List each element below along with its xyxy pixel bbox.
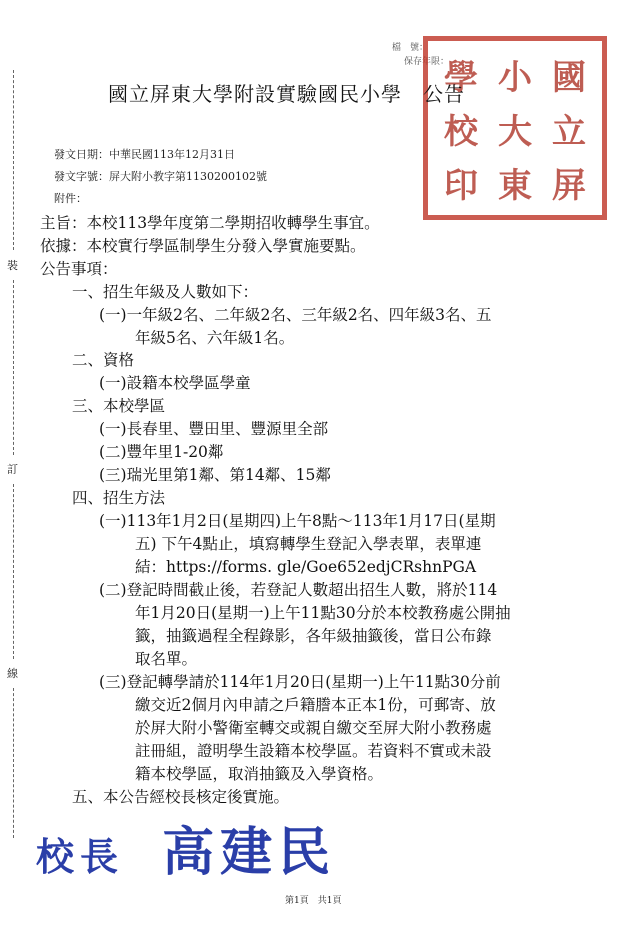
item-4-sub-2-line: 籤，抽籤過程全程錄影，各年級抽籤後，當日公布錄 bbox=[135, 627, 492, 645]
seal-char: 印 bbox=[444, 165, 478, 206]
item-4-sub-2-line: 取名單。 bbox=[135, 650, 198, 668]
official-seal bbox=[423, 36, 607, 220]
item-3-heading: 三、本校學區 bbox=[72, 397, 166, 415]
item-5: 五、本公告經校長核定後實施。 bbox=[72, 788, 290, 806]
page-footer: 第1頁 共1頁 bbox=[285, 896, 342, 906]
item-4-sub-3-line: 於屏大附小警衛室轉交或親自繳交至屏大附小教務處 bbox=[135, 719, 492, 737]
binding-mark-middle: 訂 bbox=[7, 463, 18, 476]
item-1-sub-1-cont: 年級5名、六年級1名。 bbox=[135, 329, 295, 347]
page-title: 國立屏東大學附設實驗國民小學 公告 bbox=[108, 82, 465, 106]
signature-name: 高建民 bbox=[162, 822, 337, 883]
item-4-sub-3-line: 繳交近2個月內申請之戶籍謄本正本1份，可郵寄、放 bbox=[135, 696, 496, 714]
item-2-heading: 二、資格 bbox=[72, 351, 135, 369]
item-1-heading: 一、招生年級及人數如下： bbox=[72, 283, 259, 301]
items-heading: 公告事項： bbox=[40, 260, 118, 278]
seal-char: 大 bbox=[498, 111, 532, 152]
item-3-sub-2: (二)豐年里1-20鄰 bbox=[99, 443, 224, 461]
binding-line bbox=[13, 280, 14, 455]
item-3-sub-3: (三)瑞光里第1鄰、第14鄰、15鄰 bbox=[99, 466, 331, 484]
basis-line: 依據：本校實行學區制學生分發入學實施要點。 bbox=[40, 237, 366, 255]
seal-char: 屏 bbox=[552, 165, 586, 206]
principal-signature bbox=[36, 810, 336, 885]
item-4-sub-1-line: (一)113年1月2日(星期四)上午8點～113年1月17日(星期 bbox=[99, 512, 496, 530]
attachments-label: 附件： bbox=[54, 192, 87, 205]
item-4-heading: 四、招生方法 bbox=[72, 489, 166, 507]
seal-char: 東 bbox=[498, 165, 532, 206]
seal-char: 學 bbox=[444, 57, 478, 98]
binding-mark-top: 裝 bbox=[7, 259, 18, 272]
seal-char: 國 bbox=[552, 57, 586, 98]
item-4-sub-3-line: (三)登記轉學請於114年1月20日(星期一)上午11點30分前 bbox=[99, 673, 501, 691]
retention-period-label: 保存年限： bbox=[404, 57, 450, 67]
binding-mark-bottom: 線 bbox=[7, 667, 18, 680]
item-4-sub-3-line: 註冊組，證明學生設籍本校學區。若資料不實或未設 bbox=[135, 742, 492, 760]
archive-number-label: 檔 號： bbox=[392, 43, 429, 53]
document-number: 發文字號：屏大附小教字第1130200102號 bbox=[54, 170, 267, 183]
item-1-sub-1: (一)一年級2名、二年級2名、三年級2名、四年級3名、五 bbox=[99, 306, 492, 324]
seal-char: 小 bbox=[498, 57, 532, 98]
signature-title: 校長 bbox=[36, 834, 125, 879]
item-4-sub-1-line: 結：https://forms. gle/Goe652edjCRshnPGA bbox=[135, 558, 477, 576]
item-3-sub-1: (一)長春里、豐田里、豐源里全部 bbox=[99, 420, 329, 438]
item-4-sub-2-line: 年1月20日(星期一)上午11點30分於本校教務處公開抽 bbox=[135, 604, 511, 622]
seal-char: 校 bbox=[444, 111, 478, 152]
binding-line bbox=[13, 484, 14, 659]
subject-line: 主旨：本校113學年度第二學期招收轉學生事宜。 bbox=[40, 214, 380, 232]
item-2-sub-1: (一)設籍本校學區學童 bbox=[99, 374, 251, 392]
binding-line bbox=[13, 688, 14, 838]
item-4-sub-2-line: (二)登記時間截止後，若登記人數超出招生人數，將於114 bbox=[99, 581, 498, 599]
item-4-sub-3-line: 籍本校學區，取消抽籤及入學資格。 bbox=[135, 765, 384, 783]
item-4-sub-1-line: 五) 下午4點止，填寫轉學生登記入學表單，表單連 bbox=[135, 535, 482, 553]
issue-date: 發文日期：中華民國113年12月31日 bbox=[54, 148, 235, 161]
seal-char: 立 bbox=[552, 111, 586, 152]
binding-line bbox=[13, 70, 14, 250]
